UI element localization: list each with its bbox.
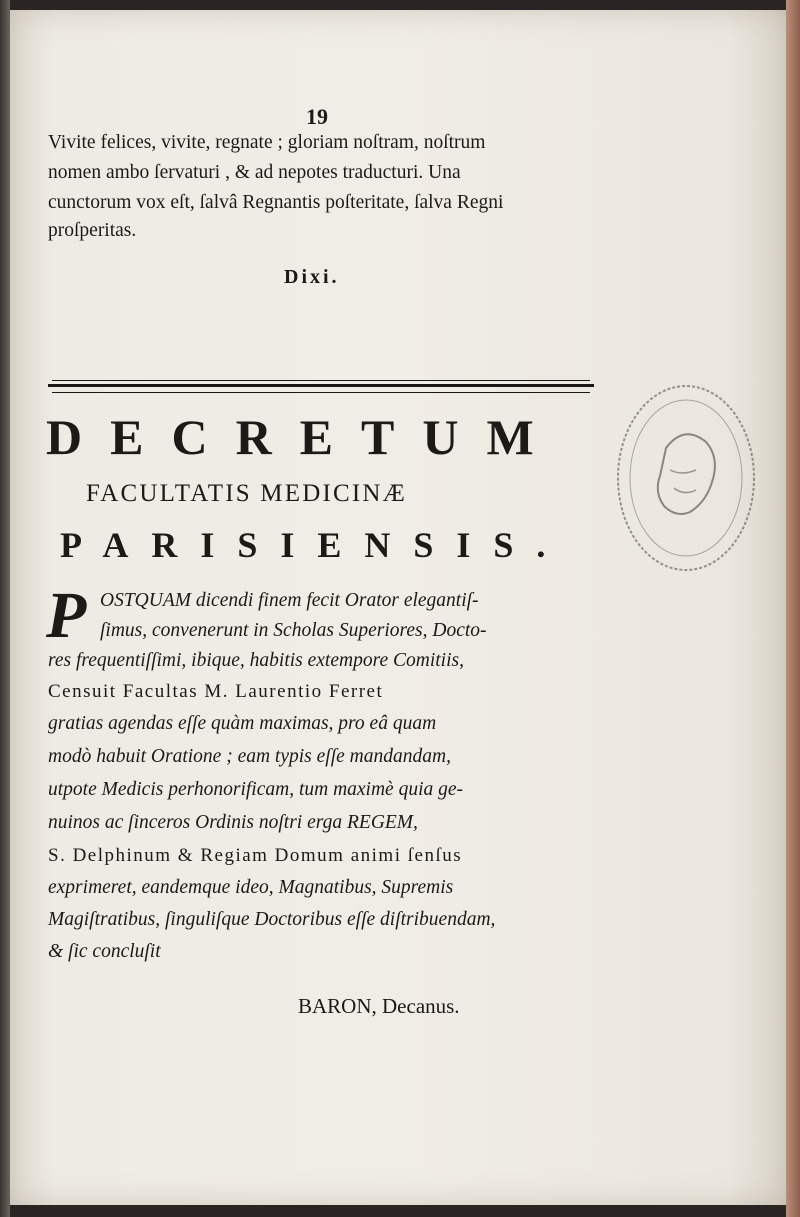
intro-line-2: nomen ambo ſervaturi , & ad nepotes traducturi. Una — [48, 162, 461, 183]
intro-line-1: Vivite felices, vivite, regnate ; gloriam noſtram, noſtrum — [48, 132, 486, 153]
divider-rule-thin — [52, 392, 590, 393]
body-line-4: Censuit Facultas M. Laurentio Ferret — [48, 681, 384, 702]
intro-line-4: proſperitas. — [48, 220, 137, 241]
intro-line-3: cunctorum vox eſt, ſalvâ Regnantis poſteritate, ſalva Regni — [48, 192, 504, 213]
heading-parisiensis: PARISIENSIS. — [60, 525, 569, 565]
page-edge — [786, 0, 800, 1217]
library-stamp — [608, 378, 758, 578]
body-line-8: nuinos ac ſinceros Ordinis noſtri erga REGEM, — [48, 812, 418, 833]
body-line-11: Magiſtratibus, ſinguliſque Doctoribus eſſe diſtribuendam, — [48, 909, 496, 930]
body-line-10: exprimeret, eandemque ideo, Magnatibus, Supremis — [48, 877, 454, 898]
body-line-1: OSTQUAM dicendi finem fecit Orator elegantiſ- — [100, 590, 479, 611]
binding-edge — [0, 0, 10, 1217]
body-line-6: modò habuit Oratione ; eam typis eſſe mandandam, — [48, 746, 451, 767]
body-line-9: S. Delphinum & Regiam Domum animi ſenſus — [48, 845, 463, 866]
divider-rule — [48, 384, 594, 387]
heading-decretum: DECRETUM — [46, 409, 562, 465]
body-line-12: & ſic concluſit — [48, 941, 161, 962]
body-line-3: res frequentiſſimi, ibique, habitis extempore Comitiis, — [48, 650, 464, 671]
divider-rule-top — [52, 380, 590, 381]
drop-cap: P — [46, 579, 87, 652]
closing-word: Dixi. — [284, 266, 340, 288]
body-line-5: gratias agendas eſſe quàm maximas, pro eâ quam — [48, 713, 437, 734]
body-line-2: ſimus, convenerunt in Scholas Superiores, Docto- — [100, 620, 487, 641]
heading-facultatis: FACULTATIS MEDICINÆ — [86, 480, 408, 507]
body-line-7: utpote Medicis perhonorificam, tum maximè quia ge- — [48, 779, 464, 800]
signature: BARON, Decanus. — [298, 994, 460, 1018]
page-number: 19 — [306, 104, 328, 129]
